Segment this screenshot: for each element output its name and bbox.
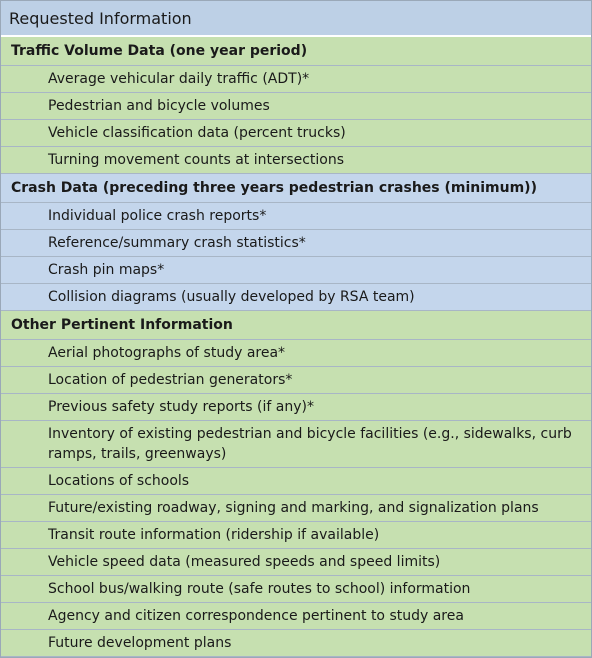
section-crash-data	[1, 174, 591, 311]
section-title: Crash Data (preceding three years pedestrian crashes (minimum))	[1, 174, 591, 203]
list-item: Previous safety study reports (if any)*	[1, 394, 591, 421]
section-title: Other Pertinent Information	[1, 311, 591, 340]
table-header: Requested Information	[1, 1, 591, 37]
list-item: Future development plans	[1, 630, 591, 657]
list-item: Average vehicular daily traffic (ADT)*	[1, 66, 591, 93]
list-item: Transit route information (ridership if available)	[1, 522, 591, 549]
list-item: Future/existing roadway, signing and marking, and signalization plans	[1, 495, 591, 522]
section-title: Traffic Volume Data (one year period)	[1, 37, 591, 66]
section-traffic-volume	[1, 37, 591, 174]
list-item: Individual police crash reports*	[1, 203, 591, 230]
list-item: Vehicle speed data (measured speeds and speed limits)	[1, 549, 591, 576]
list-item: Crash pin maps*	[1, 257, 591, 284]
list-item: Turning movement counts at intersections	[1, 147, 591, 174]
list-item: Reference/summary crash statistics*	[1, 230, 591, 257]
section-other-pertinent	[1, 311, 591, 657]
list-item: Locations of schools	[1, 468, 591, 495]
list-item: Pedestrian and bicycle volumes	[1, 93, 591, 120]
list-item: Aerial photographs of study area*	[1, 340, 591, 367]
list-item: Location of pedestrian generators*	[1, 367, 591, 394]
list-item: Inventory of existing pedestrian and bicycle facilities (e.g., sidewalks, curb ramps, trails, greenways)	[1, 421, 591, 468]
list-item: Vehicle classification data (percent trucks)	[1, 120, 591, 147]
list-item: School bus/walking route (safe routes to school) information	[1, 576, 591, 603]
list-item: Agency and citizen correspondence pertinent to study area	[1, 603, 591, 630]
list-item: Collision diagrams (usually developed by RSA team)	[1, 284, 591, 311]
